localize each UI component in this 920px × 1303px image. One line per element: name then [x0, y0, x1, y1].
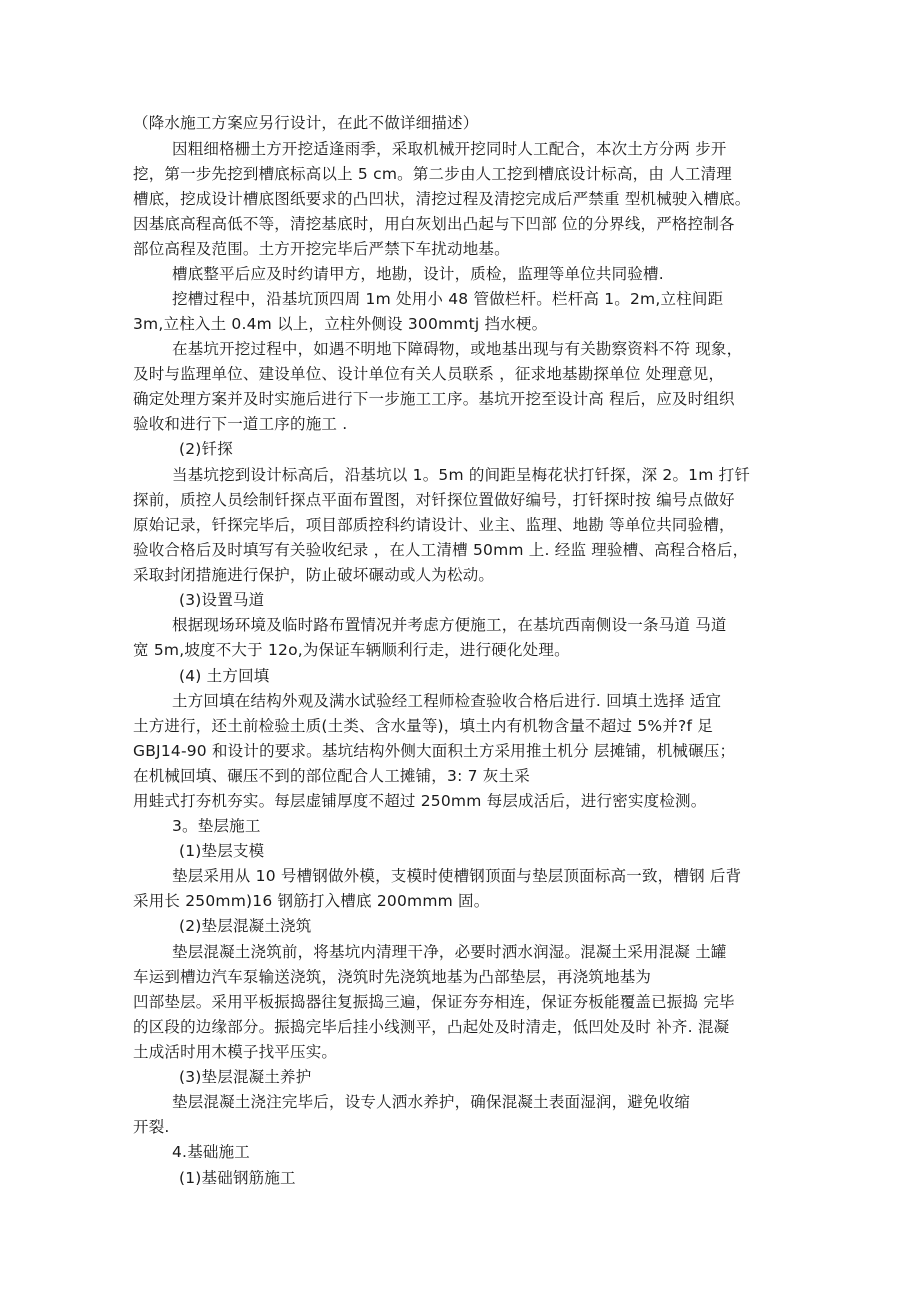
text-line: 垫层采用从 10 号槽钢做外模，支模时使槽钢顶面与垫层顶面标高一致，槽钢 后背 — [172, 867, 742, 885]
text-line: 土方进行，还土前检验土质(土类、含水量等)，填土内有机物含量不超过 5%并?f 足 — [133, 717, 713, 735]
section-heading: (3)设置马道 — [179, 591, 265, 609]
text-line: 采用长 250mm)16 钢筋打入槽底 200mmm 固。 — [133, 892, 490, 910]
text-line: 验收和进行下一道工序的施工 . — [133, 415, 348, 433]
text-line: 垫层混凝土浇筑前，将基坑内清理干净，必要时洒水润湿。混凝土采用混凝 土罐 — [172, 943, 727, 961]
section-heading: (4) 土方回填 — [179, 667, 270, 685]
section-heading: 3。垫层施工 — [172, 817, 261, 835]
text-line: 用蛙式打夯机夯实。每层虚铺厚度不超过 250mm 每层成活后，进行密实度检测。 — [133, 792, 707, 810]
text-line: 验收合格后及时填写有关验收纪录 ，在人工清槽 50mm 上. 经监 理验槽、高程合格后， — [133, 541, 749, 559]
text-line: 土成活时用木模子找平压实。 — [133, 1043, 338, 1061]
section-heading: (2)钎探 — [179, 440, 233, 458]
text-line: 挖槽过程中，沿基坑顶四周 1m 处用小 48 管做栏杆。栏杆高 1。2m,立柱间距 — [172, 290, 724, 308]
section-heading: (3)垫层混凝土养护 — [179, 1068, 312, 1086]
text-line: 及时与监理单位、建设单位、设计单位有关人员联系 ，征求地基勘探单位 处理意见， — [133, 365, 725, 383]
text-line: 当基坑挖到设计标高后，沿基坑以 1。5m 的间距呈梅花状打钎探，深 2。1m 打钎 — [172, 466, 751, 484]
section-heading: (1)基础钢筋施工 — [179, 1169, 296, 1187]
text-line: 3m,立柱入土 0.4m 以上，立柱外侧设 300mmtj 挡水梗。 — [133, 315, 548, 333]
text-line: 垫层混凝土浇注完毕后，设专人洒水养护，确保混凝土表面湿润，避免收缩 — [172, 1093, 691, 1111]
text-line: 土方回填在结构外观及满水试验经工程师检查验收合格后进行. 回填土选择 适宜 — [172, 692, 722, 710]
text-line: 槽底整平后应及时约请甲方，地勘，设计，质检，监理等单位共同验槽. — [172, 265, 664, 283]
text-line: 因基底高程高低不等，清挖基底时，用白灰划出凸起与下凹部 位的分界线，严格控制各 — [133, 215, 735, 233]
text-line: 根据现场环境及临时路布置情况并考虑方便施工，在基坑西南侧设一条马道 马道 — [172, 616, 727, 634]
text-line: 凹部垫层。采用平板振捣器往复振捣三遍，保证夯夯相连，保证夯板能覆盖已振捣 完毕 — [133, 993, 735, 1011]
text-line: （降水施工方案应另行设计，在此不做详细描述） — [133, 114, 479, 132]
text-line: 宽 5m,坡度不大于 12o,为保证车辆顺利行走，进行硬化处理。 — [133, 641, 570, 659]
text-line: 在机械回填、碾压不到的部位配合人工摊铺，3: 7 灰土采 — [133, 767, 530, 785]
text-line: 槽底，挖成设计槽底图纸要求的凸凹状，清挖过程及清挖完成后严禁重 型机械驶入槽底。 — [133, 190, 751, 208]
text-line: 原始记录，钎探完毕后，项目部质控科约请设计、业主、监理、地勘 等单位共同验槽， — [133, 516, 735, 534]
text-line: 确定处理方案并及时实施后进行下一步施工工序。基坑开挖至设计高 程后，应及时组织 — [133, 390, 735, 408]
text-line: 采取封闭措施进行保护，防止破坏碾动或人为松动。 — [133, 566, 495, 584]
section-heading: (1)垫层支模 — [179, 842, 265, 860]
text-line: 在基坑开挖过程中，如遇不明地下障碍物，或地基出现与有关勘察资料不符 现象， — [172, 340, 743, 358]
text-line: 部位高程及范围。土方开挖完毕后严禁下车扰动地基。 — [133, 240, 510, 258]
text-line: 探前，质控人员绘制钎探点平面布置图，对钎探位置做好编号，打钎探时按 编号点做好 — [133, 491, 735, 509]
text-line: 因粗细格栅土方开挖适逢雨季，采取机械开挖同时人工配合，本次土方分两 步开 — [172, 140, 727, 158]
text-line: 挖，第一步先挖到槽底标高以上 5 cm。第二步由人工挖到槽底设计标高，由 人工清理 — [133, 165, 732, 183]
text-line: GBJ14-90 和设计的要求。基坑结构外侧大面积土方采用推土机分 层摊铺，机械碾压； — [133, 742, 736, 760]
text-line: 的区段的边缘部分。振捣完毕后挂小线测平，凸起处及时清走，低凹处及时 补齐. 混凝 — [133, 1018, 730, 1036]
text-line: 车运到槽边汽车泵输送浇筑，浇筑时先浇筑地基为凸部垫层，再浇筑地基为 — [133, 968, 652, 986]
section-heading: 4.基础施工 — [172, 1143, 250, 1161]
text-line: 开裂. — [133, 1118, 170, 1136]
section-heading: (2)垫层混凝土浇筑 — [179, 917, 312, 935]
